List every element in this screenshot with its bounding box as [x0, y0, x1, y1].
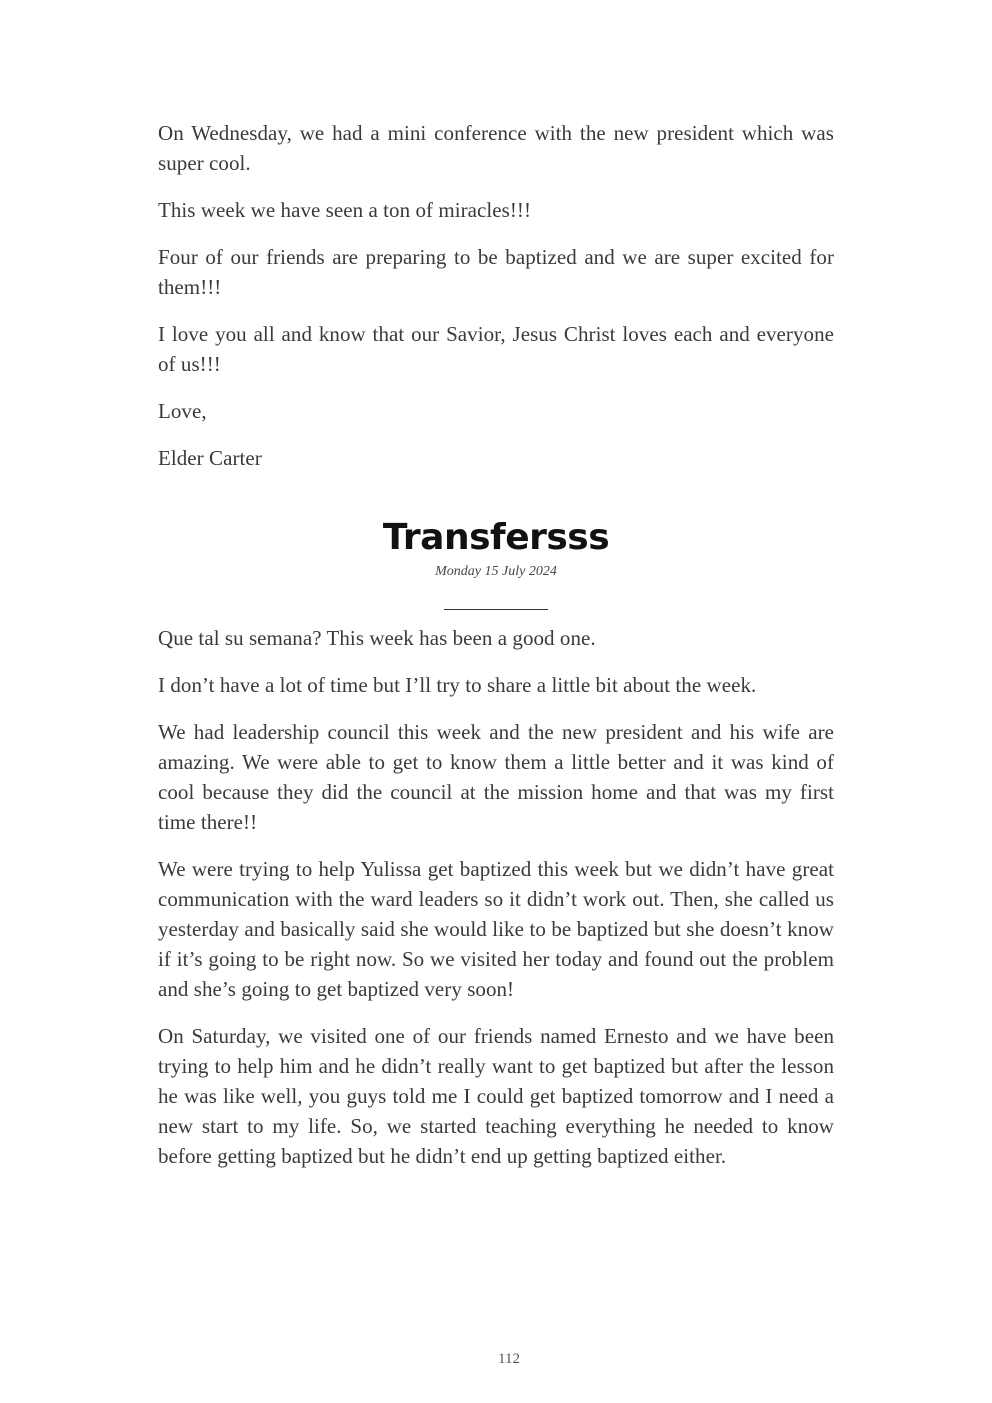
entry-header	[0, 512, 992, 610]
paragraph: I love you all and know that our Savior, Jesus Christ loves each and everyone of us!!!	[158, 322, 834, 376]
entry-body	[158, 623, 834, 1188]
previous-entry-ending	[158, 118, 834, 490]
title-divider	[444, 609, 548, 610]
entry-date: Monday 15 July 2024	[435, 564, 557, 579]
signature: Elder Carter	[158, 446, 262, 470]
page-number: 112	[498, 1351, 520, 1367]
paragraph: Que tal su semana? This week has been a good one.	[158, 626, 596, 650]
paragraph: I don’t have a lot of time but I’ll try to share a little bit about the week.	[158, 673, 757, 697]
paragraph: On Saturday, we visited one of our friends named Ernesto and we have been trying to help him and he didn’t really want to get baptized but after the lesson he was like well, you guys told me I could get baptized tomorrow and I need a new start to my life. So, we started teaching everything he needed to know before getting baptized but he didn’t end up getting baptized either.	[158, 1024, 834, 1168]
paragraph: We had leadership council this week and the new president and his wife are amazing. We were able to get to know them a little better and it was kind of cool because they did the council at the mission home and that was my first time there!!	[158, 720, 834, 834]
paragraph: This week we have seen a ton of miracles!!!	[158, 198, 531, 222]
paragraph: Four of our friends are preparing to be baptized and we are super excited for them!!!	[158, 245, 834, 299]
paragraph: On Wednesday, we had a mini conference with the new president which was super cool.	[158, 121, 834, 175]
closing-salutation: Love,	[158, 399, 207, 423]
paragraph: We were trying to help Yulissa get baptized this week but we didn’t have great communication with the ward leaders so it didn’t work out. Then, she called us yesterday and basically said she would like to be baptized but she doesn’t know if it’s going to be right now. So we visited her today and found out the problem and she’s going to get baptized very soon!	[158, 857, 834, 1001]
entry-title: Transfersss	[382, 517, 610, 558]
